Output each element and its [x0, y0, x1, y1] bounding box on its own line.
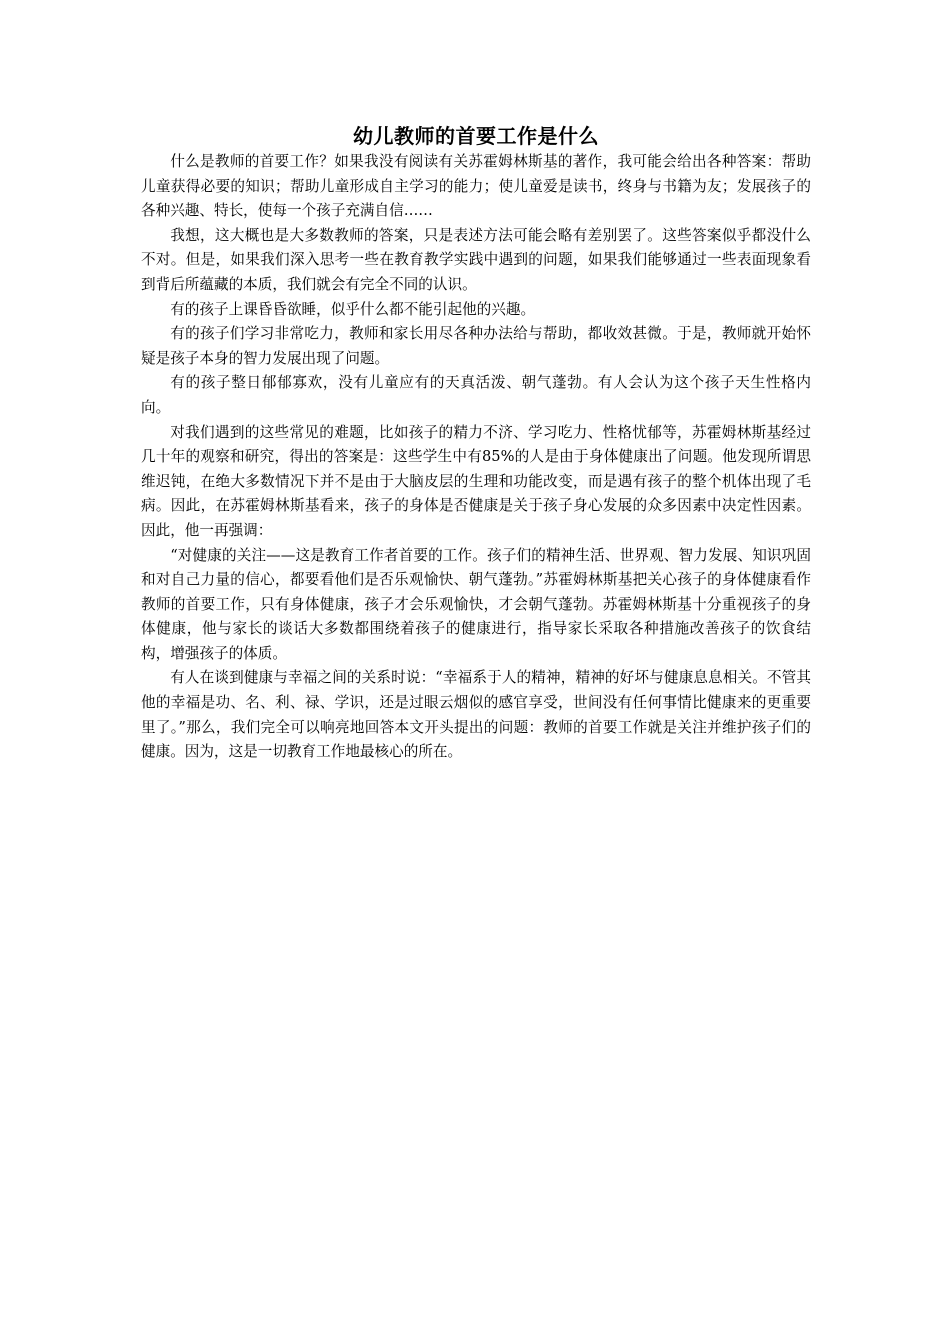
document-body [141, 122, 811, 765]
document-title: 幼儿教师的首要工作是什么 [353, 124, 599, 148]
paragraph-7: “对健康的关注——这是教育工作者首要的工作。孩子们的精神生活、世界观、智力发展、知识巩固和对自己力量的信心，都要看他们是否乐观愉快、朝气蓬勃。”苏霍姆林斯基把关心孩子的身体健康看作教师的首要工作，只有身体健康，孩子才会乐观愉快，才会朝气蓬勃。苏霍姆林斯基十分重视孩子的身体健康，他与家长的谈话大多数都围绕着孩子的健康进行，指导家长采取各种措施改善孩子的饮食结构，增强孩子的体质。 [141, 546, 811, 662]
paragraph-4: 有的孩子们学习非常吃力，教师和家长用尽各种办法给与帮助，都收效甚微。于是，教师就开始怀疑是孩子本身的智力发展出现了问题。 [141, 325, 811, 367]
paragraph-6: 对我们遇到的这些常见的难题，比如孩子的精力不济、学习吃力、性格忧郁等，苏霍姆林斯基经过几十年的观察和研究，得出的答案是：这些学生中有85%的人是由于身体健康出了问题。他发现所谓思维迟钝，在绝大多数情况下并不是由于大脑皮层的生理和功能改变，而是遇有孩子的整个机体出现了毛病。因此，在苏霍姆林斯基看来，孩子的身体是否健康是关于孩子身心发展的众多因素中决定性因素。因此，他一再强调： [141, 423, 811, 539]
paragraph-5: 有的孩子整日郁郁寡欢，没有儿童应有的天真活泼、朝气蓬勃。有人会认为这个孩子天生性格内向。 [141, 374, 811, 416]
paragraph-2: 我想，这大概也是大多数教师的答案，只是表述方法可能会略有差别罢了。这些答案似乎都没什么不对。但是，如果我们深入思考一些在教育教学实践中遇到的问题，如果我们能够通过一些表面现象看到背后所蕴藏的本质，我们就会有完全不同的认识。 [141, 226, 811, 293]
paragraph-8: 有人在谈到健康与幸福之间的关系时说：“幸福系于人的精神，精神的好坏与健康息息相关。不管其他的幸福是功、名、利、禄、学识，还是过眼云烟似的感官享受，世间没有任何事情比健康来的更重要里了。”那么，我们完全可以响亮地回答本文开头提出的问题：教师的首要工作就是关注并维护孩子们的健康。因为，这是一切教育工作地最核心的所在。 [141, 669, 811, 761]
paragraph-3: 有的孩子上课昏昏欲睡，似乎什么都不能引起他的兴趣。 [170, 300, 536, 318]
paragraph-1: 什么是教师的首要工作？如果我没有阅读有关苏霍姆林斯基的著作，我可能会给出各种答案：帮助儿童获得必要的知识；帮助儿童形成自主学习的能力；使儿童爱是读书，终身与书籍为友；发展孩子的各种兴趣、特长，使每一个孩子充满自信…… [141, 153, 811, 220]
